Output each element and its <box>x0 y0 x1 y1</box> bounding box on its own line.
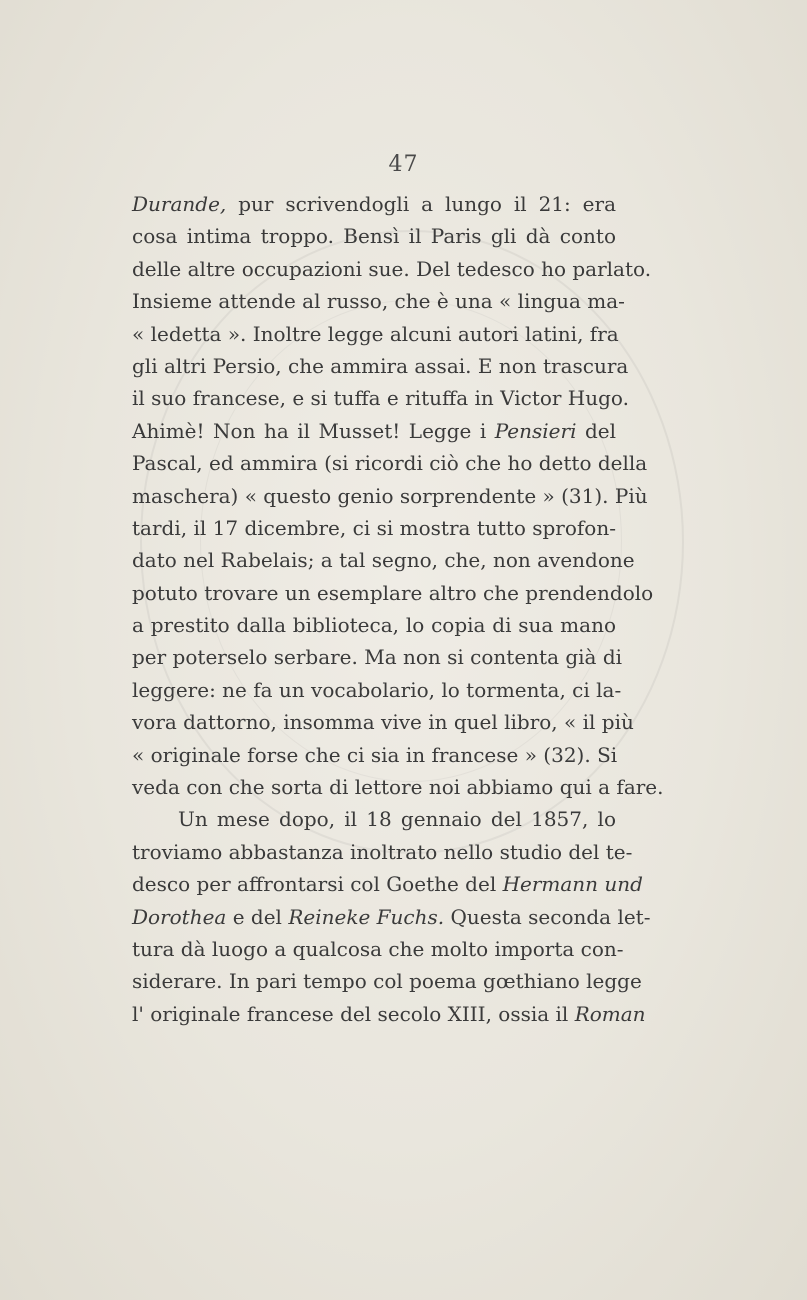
body-text <box>132 188 664 1030</box>
text-line <box>132 188 616 220</box>
italic-text: Durande, <box>132 192 227 216</box>
italic-text: Reineke Fuchs. <box>288 904 445 929</box>
text-segment: veda con che sorta di lettore noi abbiamo qui a fare. <box>132 775 664 800</box>
text-segment: per poterselo serbare. Ma non si contenta già di <box>132 645 623 670</box>
text-line <box>132 739 616 771</box>
italic-text: Hermann und <box>502 872 643 897</box>
text-segment: troviamo abbastanza inoltrato nello studio del te- <box>132 839 633 864</box>
text-line <box>132 253 652 285</box>
text-line <box>132 382 629 414</box>
text-segment: « ledetta ». Inoltre legge alcuni autori latini, fra <box>132 321 619 346</box>
text-segment: delle altre occupazioni sue. Del tedesco ho parlato. <box>132 256 652 281</box>
text-segment: cosa intima troppo. Bensì il Paris gli dà conto <box>132 224 616 249</box>
text-segment: del <box>576 418 616 443</box>
text-line <box>132 771 664 803</box>
text-segment: siderare. In pari tempo col poema gœthiano legge <box>132 969 642 994</box>
text-line <box>132 803 616 835</box>
text-line <box>132 285 625 317</box>
text-segment: vora dattorno, insomma vive in quel libro, « il più <box>132 710 634 735</box>
text-segment: a prestito dalla biblioteca, lo copia di sua mano <box>132 613 616 638</box>
text-segment: gli altri Persio, che ammira assai. E non trascura <box>132 353 629 378</box>
italic-text: Pensieri <box>494 418 577 443</box>
text-line <box>132 965 642 997</box>
text-line <box>132 544 635 576</box>
text-segment: e del <box>226 904 289 929</box>
text-segment: Ahimè! Non ha il Musset! Legge i <box>132 418 495 443</box>
page-number: 47 <box>388 152 419 177</box>
text-line <box>132 350 629 382</box>
text-line <box>132 836 633 868</box>
italic-text: Dorothea <box>132 904 227 929</box>
text-segment: dato nel Rabelais; a tal segno, che, non avendone <box>132 548 635 573</box>
text-line <box>132 577 654 609</box>
text-line <box>132 318 619 350</box>
text-segment: desco per affrontarsi col Goethe del <box>132 872 503 897</box>
text-line <box>132 674 622 706</box>
text-segment: il suo francese, e si tuffa e rituffa in Victor Hugo. <box>132 386 629 411</box>
text-line <box>132 641 623 673</box>
text-segment: Un mese dopo, il 18 gennaio del 1857, lo <box>178 807 616 832</box>
text-line <box>132 998 646 1030</box>
text-line <box>132 415 616 447</box>
italic-text: Roman <box>574 1001 646 1026</box>
text-segment: Pascal, ed ammira (si ricordi ciò che ho detto della <box>132 451 648 476</box>
text-line <box>132 868 643 900</box>
text-line <box>132 480 648 512</box>
text-segment: tardi, il 17 dicembre, ci si mostra tutto sprofon- <box>132 515 616 540</box>
text-line <box>132 933 624 965</box>
text-line <box>132 706 634 738</box>
text-segment: Questa seconda let- <box>444 904 651 929</box>
text-line <box>132 901 651 933</box>
text-segment: « originale forse che ci sia in francese » (32). Si <box>132 742 618 767</box>
text-segment: l' originale francese del secolo XIII, ossia il <box>132 1001 575 1026</box>
text-segment: pur scrivendogli a lungo il 21: era <box>226 192 616 216</box>
text-segment: Insieme attende al russo, che è una « lingua ma- <box>132 289 625 314</box>
text-segment: potuto trovare un esemplare altro che prendendolo <box>132 580 654 605</box>
text-line <box>132 447 648 479</box>
text-line <box>132 609 616 641</box>
text-segment: maschera) « questo genio sorprendente » (31). Più <box>132 483 648 508</box>
text-segment: tura dà luogo a qualcosa che molto importa con- <box>132 936 624 961</box>
text-line <box>132 220 616 252</box>
text-segment: leggere: ne fa un vocabolario, lo tormenta, ci la- <box>132 677 622 702</box>
text-line <box>132 512 616 544</box>
